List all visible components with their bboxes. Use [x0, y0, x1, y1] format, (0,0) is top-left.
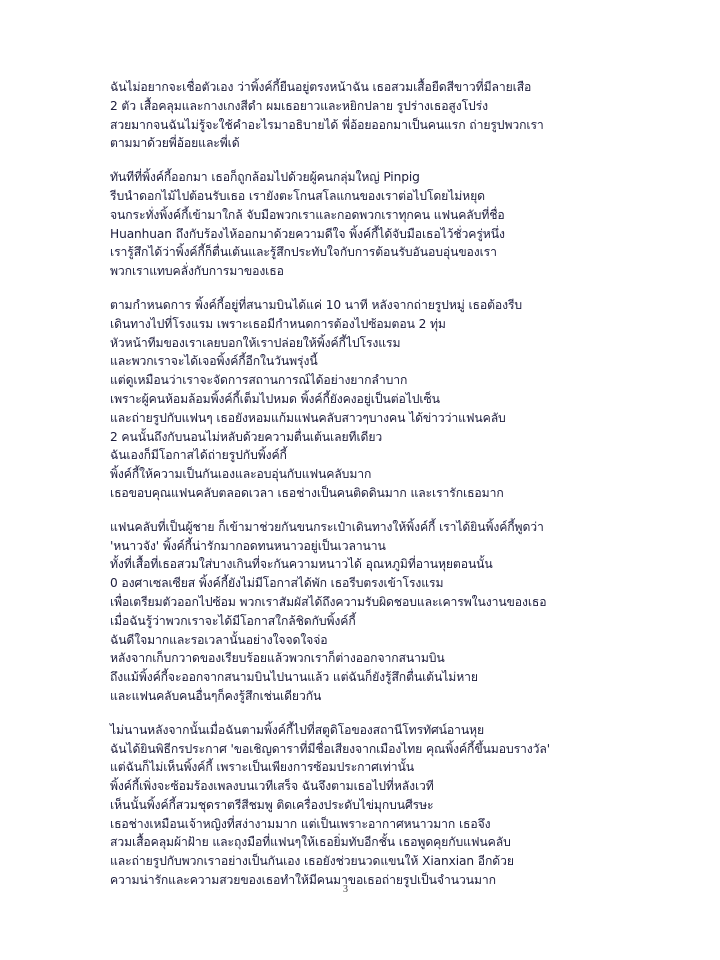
text-line: ตามมาด้วยพี่อ้อยและพี่เด้	[110, 136, 240, 151]
text-line: หัวหน้าทีมของเราเลยบอกให้เราปล่อยให้พิ้งค์กี้ไปโรงแรม	[110, 335, 401, 350]
text-line: สวมเสื้อคลุมผ้าฝ้าย และถุงมือที่แฟนๆให้เธอยิ่มทับอีกชั้น เธอพูดคุยกับแฟนคลับ	[110, 835, 511, 850]
text-line: ความน่ารักและความสวยของเธอทำให้มีคนมาขอเธอถ่ายรูปเป็นจำนวนมาก	[110, 873, 496, 888]
text-line: เธอช่างเหมือนเจ้าหญิงที่สง่างามมาก แต่เป็นเพราะอากาศหนาวมาก เธอจึง	[110, 816, 491, 831]
paragraph-2	[110, 168, 670, 281]
paragraph-4	[110, 518, 670, 706]
text-line: แต่ดูเหมือนว่าเราจะจัดการสถานการณ์ได้อย่างยากลำบาก	[110, 373, 408, 388]
text-line: เห็นนั้นพิ้งค์กี้สวมชุดราตรีสีชมพู ติดเครื่องประดับไข่มุกบนศีรษะ	[110, 797, 434, 812]
text-line: รีบนำดอกไม้ไปต้อนรับเธอ เรายังตะโกนสโลแกนของเราต่อไปโดยไม่หยุด	[110, 188, 485, 203]
text-line: เพื่อเตรียมตัวออกไปซ้อม พวกเราสัมผัสได้ถึงความรับผิดชอบและเคารพในงานของเธอ	[110, 594, 547, 609]
text-line: ฉันดีใจมากและรอเวลานั้นอย่างใจจดใจจ่อ	[110, 632, 328, 647]
text-line: และถ่ายรูปกับพวกเราอย่างเป็นกันเอง เธอยังช่วยนวดแขนให้ Xianxian อีกด้วย	[110, 854, 514, 869]
text-line: เดินทางไปที่โรงแรม เพราะเธอมีกำหนดการต้องไปซ้อมตอน 2 ทุ่ม	[110, 316, 446, 331]
text-line: แต่ฉันก็ไม่เห็นพิ้งค์กี้ เพราะเป็นเพียงการซ้อมประกาศเท่านั้น	[110, 760, 415, 775]
text-line: ฉันไม่อยากจะเชื่อตัวเอง ว่าพิ้งค์กี้ยืนอยู่ตรงหน้าฉัน เธอสวมเสื้อยืดสีขาวที่มีลายเสือ	[110, 80, 532, 94]
text-line: เรารู้สึกได้ว่าพิ้งค์กี้ก็ตื่นเต้นและรู้สึกประทับใจกับการต้อนรับอันอบอุ่นของเรา	[110, 245, 497, 260]
text-line: หลังจากเก็บกวาดของเรียบร้อยแล้วพวกเราก็ต่างออกจากสนามบิน	[110, 651, 445, 666]
text-line: สวยมากจนฉันไม่รู้จะใช้คำอะไรมาอธิบายได้ พี่อ้อยออกมาเป็นคนแรก ถ่ายรูปพวกเรา	[110, 117, 544, 132]
text-line: ฉันเองก็มีโอกาสได้ถ่ายรูปกับพิ้งค์กี้	[110, 448, 287, 463]
text-line: พิ้งค์กี้เพิ่งจะซ้อมร้องเพลงบนเวทีเสร็จ ฉันจึงตามเธอไปที่หลังเวที	[110, 779, 434, 794]
text-line: Huanhuan ถึงกับร้องไห้ออกมาด้วยความดีใจ พิ้งค์กี้ได้จับมือเธอไว้ชั่วครู่หนึ่ง	[110, 226, 505, 241]
text-line: พิ้งค์กี้ให้ความเป็นกันเองและอบอุ่นกับแฟนคลับมาก	[110, 467, 372, 482]
text-line: เมื่อฉันรู้ว่าพวกเราจะได้มีโอกาสใกล้ชิดกับพิ้งค์กี้	[110, 613, 356, 628]
text-line: ตามกำหนดการ พิ้งค์กี้อยู่ที่สนามบินได้แค่ 10 นาที หลังจากถ่ายรูปหมู่ เธอต้องรีบ	[110, 297, 523, 312]
text-line: ฉันได้ยินพิธีกรประกาศ 'ขอเชิญดาราที่มีชื่อเสียงจากเมืองไทย คุณพิ้งค์กี้ขึ้นมอบรางวัล'	[110, 741, 550, 756]
text-line: 0 องศาเซลเซียส พิ้งค์กี้ยังไม่มีโอกาสได้พัก เธอรีบตรงเข้าโรงแรม	[110, 576, 444, 591]
text-line: ทั้งที่เสื้อที่เธอสวมใส่บางเกินที่จะกันความหนาวได้ อุณหภูมิที่อานหุยตอนนั้น	[110, 557, 493, 572]
paragraph-3	[110, 296, 670, 503]
text-line: และพวกเราจะได้เจอพิ้งค์กี้อีกในวันพรุ่งนี้	[110, 354, 318, 369]
text-line: แฟนคลับที่เป็นผู้ชาย ก็เข้ามาช่วยกันขนกระเป๋าเดินทางให้พิ้งค์กี้ เราได้ยินพิ้งค์กี้พูดว่า	[110, 519, 544, 534]
text-line: 2 ตัว เสื้อคลุมและกางเกงสีดำ ผมเธอยาวและหยิกปลาย รูปร่างเธอสูงโปร่ง	[110, 98, 488, 113]
text-line: เพราะผู้คนห้อมล้อมพิ้งค์กี้เต็มไปหมด พิ้งค์กี้ยังคงอยู่เป็นต่อไปเซ็น	[110, 391, 440, 406]
text-line: และถ่ายรูปกับแฟนๆ เธอยังหอมแก้มแฟนคลับสาวๆบางคน ได้ข่าวว่าแฟนคลับ	[110, 410, 506, 425]
paragraph-1	[110, 78, 670, 153]
text-line: ไม่นานหลังจากนั้นเมื่อฉันตามพิ้งค์กี้ไปที่สตูดิโอของสถานีโทรทัศน์อานหุย	[110, 722, 485, 737]
page-number: 3	[343, 884, 348, 895]
text-line: จนกระทั่งพิ้งค์กี้เข้ามาใกล้ จับมือพวกเราและกอดพวกเราทุกคน แฟนคลับที่ชื่อ	[110, 207, 505, 222]
document-body	[110, 78, 670, 905]
text-line: พวกเราแทบคลั่งกับการมาของเธอ	[110, 264, 284, 279]
text-line: 'หนาวจัง' พิ้งค์กี้น่ารักมากอดทนหนาวอยู่เป็นเวลานาน	[110, 538, 386, 553]
text-line: ทันทีที่พิ้งค์กี้ออกมา เธอก็ถูกล้อมไปด้วยผู้คนกลุ่มใหญ่ Pinpig	[110, 170, 420, 185]
text-line: ถึงแม้พิ้งค์กี้จะออกจากสนามบินไปนานแล้ว แต่ฉันก็ยังรู้สึกตื่นเต้นไม่หาย	[110, 670, 478, 685]
text-line: เธอขอบคุณแฟนคลับตลอดเวลา เธอช่างเป็นคนติดดินมาก และเรารักเธอมาก	[110, 485, 504, 500]
paragraph-5	[110, 721, 670, 890]
text-line: และแฟนคลับคนอื่นๆก็คงรู้สึกเช่นเดียวกัน	[110, 688, 322, 703]
text-line: 2 คนนั้นถึงกับนอนไม่หลับด้วยความตื่นเต้นเลยทีเดียว	[110, 429, 383, 444]
